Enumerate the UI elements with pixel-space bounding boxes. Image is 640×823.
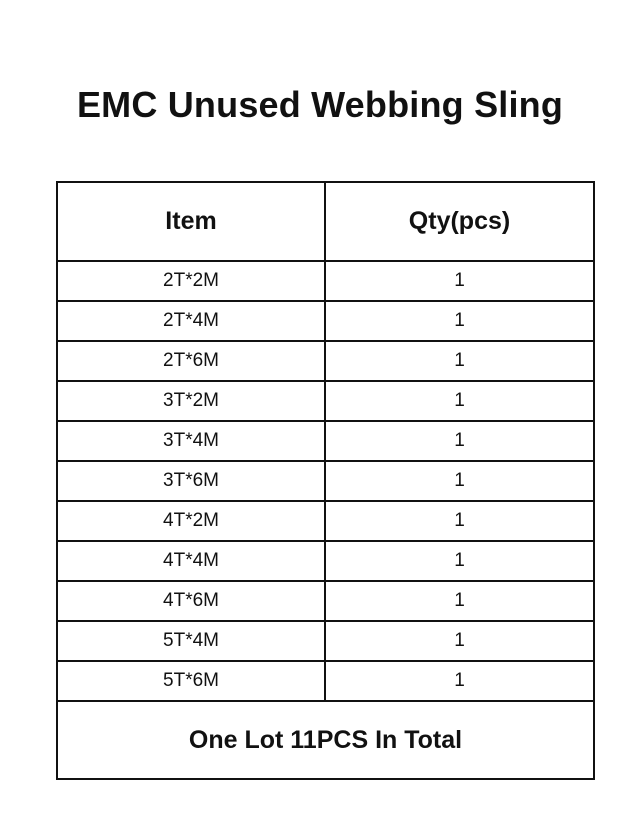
item-cell: 4T*6M [57, 581, 325, 621]
table-row [57, 621, 594, 661]
table-row [57, 381, 594, 421]
qty-cell: 1 [325, 421, 594, 461]
item-cell: 2T*4M [57, 301, 325, 341]
qty-cell: 1 [325, 261, 594, 301]
qty-cell: 1 [325, 301, 594, 341]
item-cell: 5T*6M [57, 661, 325, 701]
table-row [57, 261, 594, 301]
item-cell: 3T*4M [57, 421, 325, 461]
table-row [57, 301, 594, 341]
total-cell: One Lot 11PCS In Total [57, 701, 594, 779]
table-header-row [57, 182, 594, 261]
qty-cell: 1 [325, 461, 594, 501]
item-cell: 4T*2M [57, 501, 325, 541]
qty-cell: 1 [325, 541, 594, 581]
table-row [57, 421, 594, 461]
header-qty: Qty(pcs) [325, 182, 594, 261]
item-cell: 2T*2M [57, 261, 325, 301]
item-cell: 3T*6M [57, 461, 325, 501]
table-row [57, 541, 594, 581]
qty-cell: 1 [325, 501, 594, 541]
qty-cell: 1 [325, 621, 594, 661]
qty-cell: 1 [325, 581, 594, 621]
table-row [57, 661, 594, 701]
qty-cell: 1 [325, 341, 594, 381]
table-row [57, 581, 594, 621]
item-cell: 5T*4M [57, 621, 325, 661]
page-title: EMC Unused Webbing Sling [76, 84, 564, 125]
qty-cell: 1 [325, 661, 594, 701]
table-row [57, 501, 594, 541]
item-cell: 2T*6M [57, 341, 325, 381]
table-total-row [57, 701, 594, 779]
table-row [57, 461, 594, 501]
table-row [57, 341, 594, 381]
sling-table [56, 181, 595, 780]
qty-cell: 1 [325, 381, 594, 421]
item-cell: 3T*2M [57, 381, 325, 421]
item-cell: 4T*4M [57, 541, 325, 581]
header-item: Item [57, 182, 325, 261]
